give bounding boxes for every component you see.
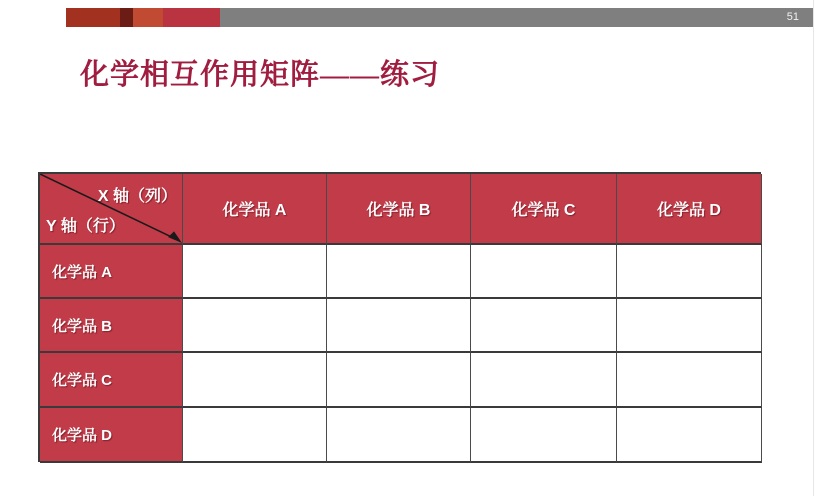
matrix-cell-c-b [327,353,471,408]
matrix-corner-cell [40,174,183,245]
matrix-cell-c-a [183,353,327,408]
matrix-cell-b-b [327,299,471,353]
matrix-cell-d-d [617,408,762,463]
column-header-chemical-d: 化学品 D [617,174,762,245]
slide-right-edge-line [813,0,814,496]
accent-segment-orange [133,8,163,27]
accent-segment-brick [66,8,120,27]
matrix-cell-d-a [183,408,327,463]
matrix-cell-d-c [471,408,617,463]
row-header-chemical-b: 化学品 B [40,299,183,353]
matrix-cell-c-d [617,353,762,408]
matrix-cell-d-b [327,408,471,463]
matrix-cell-b-c [471,299,617,353]
accent-segment-maroon [120,8,133,27]
top-accent-bar [66,8,813,27]
slide-title: 化学相互作用矩阵——练习 [80,59,441,91]
matrix-cell-a-a [183,245,327,299]
slide-page-number: 51 [786,11,799,23]
corner-y-axis-label: Y 轴（行） [46,218,125,235]
corner-x-axis-label: X 轴（列） [97,188,177,205]
row-header-chemical-a: 化学品 A [40,245,183,299]
matrix-cell-c-c [471,353,617,408]
column-header-chemical-b: 化学品 B [327,174,471,245]
matrix-cell-a-c [471,245,617,299]
column-header-chemical-a: 化学品 A [183,174,327,245]
row-header-chemical-d: 化学品 D [40,408,183,463]
row-header-chemical-c: 化学品 C [40,353,183,408]
accent-segment-gray [220,8,813,27]
matrix-cell-a-d [617,245,762,299]
matrix-cell-b-a [183,299,327,353]
matrix-cell-b-d [617,299,762,353]
accent-segment-crimson [163,8,220,27]
matrix-cell-a-b [327,245,471,299]
chemical-interaction-matrix [38,172,761,462]
column-header-chemical-c: 化学品 C [471,174,617,245]
